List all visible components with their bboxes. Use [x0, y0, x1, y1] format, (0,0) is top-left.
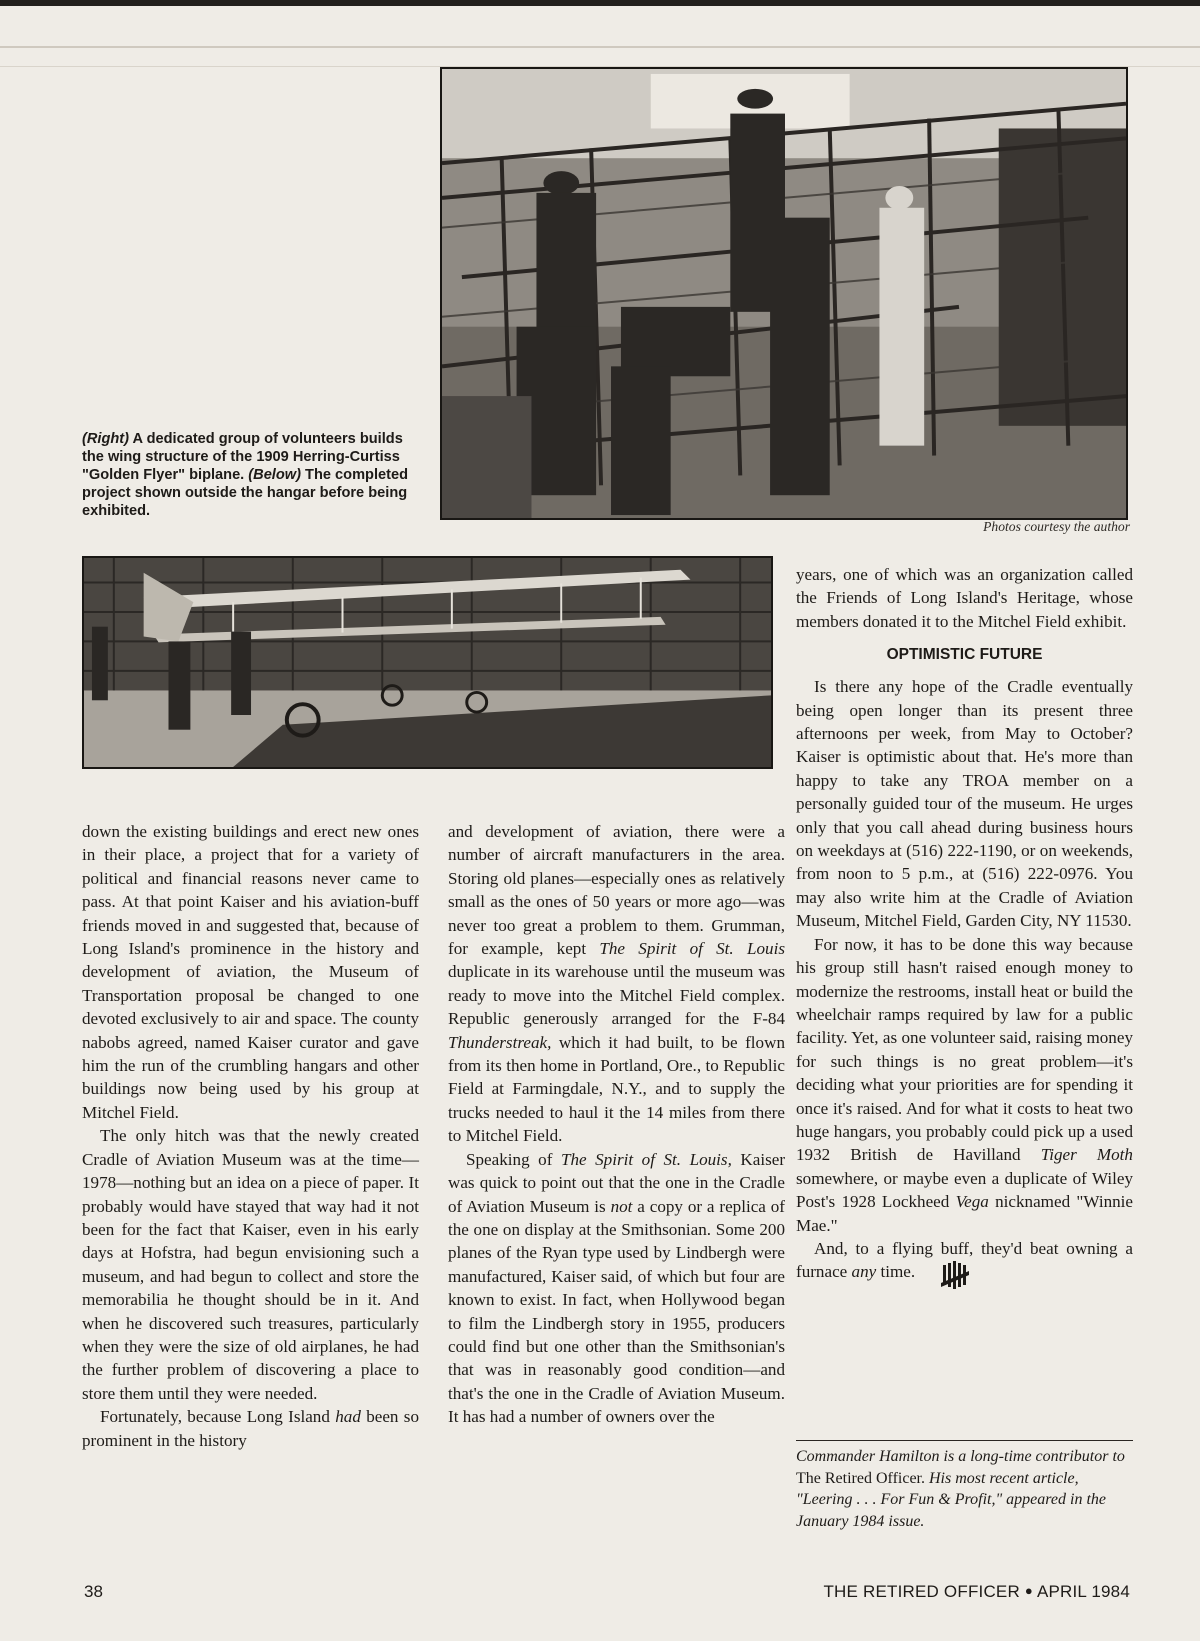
- col3-p3-text-a: For now, it has to be done this way because his group still hasn't raised enough money to modernize the restrooms, install heat or build the wheelchair ramps required by law for a public facility. Yet, as one volunteer said, raising money for such things is no great problem—it's deciding what your priorities are for spending it once it's raised. And for what it costs to heat two huge hangars, you probably could pick up a used 1932 British de Havilland: [796, 934, 1133, 1165]
- col2-p2-title-spirit: The Spirit of St. Louis,: [560, 1149, 732, 1169]
- col3-p4-text-a: And, to a flying buff, they'd beat owning a furnace: [796, 1238, 1133, 1282]
- col2-p1-title-thunderstreak: Thunderstreak,: [448, 1032, 552, 1052]
- photo-caption: [82, 430, 417, 520]
- col2-p2-text-b: Kaiser was quick to point out that the one in the Cradle of Aviation Museum is: [448, 1149, 786, 1216]
- caption-below-text: The completed project shown outside the hangar before being exhibited.: [82, 467, 409, 519]
- col2-p1-text-a: and development of aviation, there were a number of aircraft manufacturers in the area. Storing old planes—especially ones as relatively small as the ones of 50 years or more ago—was never too great a problem to them. Grumman, for example, kept: [448, 822, 785, 959]
- col1-p3-emphasis: had: [335, 1407, 361, 1427]
- col3-paragraph-3: [796, 933, 1133, 1237]
- top-border: [0, 0, 1200, 6]
- col2-p2-emphasis-not: not: [610, 1196, 633, 1216]
- col1-p3-text-b: been so prominent in the history: [82, 1407, 419, 1450]
- col2-p1-text-b: duplicate in its warehouse until the museum was ready to move into the Mitchel Field complex. Republic generously arranged for the F-84: [448, 962, 785, 1029]
- caption-right-text: A dedicated group of volunteers builds the wing structure of the 1909 Herring-Curtiss "Golden Flyer" biplane.: [82, 431, 403, 483]
- bio-publication: The Retired Officer.: [796, 1469, 925, 1487]
- col3-p3-text-b: somewhere, or maybe even a duplicate of Wiley Post's 1928 Lockheed: [796, 1168, 1133, 1212]
- footer-issue: APRIL 1984: [1036, 1582, 1130, 1601]
- col2-p1-text-c: which it had built, to be flown from its then home in Portland, Ore., to Republic Field at Farmingdale, N.Y., and to supply the trucks needed to haul it the 14 miles from there to Mitchel Field.: [448, 1032, 785, 1146]
- col1-paragraph-1: down the existing buildings and erect new ones in their place, a project that for a variety of political and financial reasons never came to pass. At that point Kaiser and his aviation-buff friends moved in and suggested that, because of Long Island's prominence in the history and development of aviation, the Museum of Transportation proposal be changed to one devoted exclusively to air and space. The county nabobs agreed, named Kaiser curator and gave him the run of the crumbling hangars and other buildings now being used by his group at Mitchel Field.: [82, 822, 419, 1122]
- caption-right-tag: (Right): [82, 431, 130, 447]
- col2-paragraph-1: [448, 820, 785, 1148]
- col3-paragraph-2: Is there any hope of the Cradle eventually being open longer than its present three afternoons per week, from May to October? Kaiser is optimistic about that. He's more than happy to take any TROA member on a personally guided tour of the museum. He urges only that you call ahead during business hours on weekdays at (516) 222-1190, or on weekends, from noon to 5 p.m., at (516) 222-0976. You may also write him at the Cradle of Aviation Museum, Mitchel Field, Garden City, NY 11530.: [796, 677, 1133, 931]
- col3-p3-vega: Vega: [955, 1192, 989, 1212]
- col3-p4-emphasis: any: [851, 1262, 877, 1282]
- col3-p3-tiger-moth: Tiger Moth: [1040, 1145, 1133, 1165]
- end-mark-icon: [923, 1261, 969, 1297]
- article-column-3: [796, 563, 1133, 1298]
- bio-text-c: appeared in the January 1984 issue.: [796, 1491, 1106, 1530]
- photo-completed-biplane: [82, 556, 773, 769]
- photo-credit: Photos courtesy the author: [983, 519, 1130, 534]
- caption-below-tag: (Below): [248, 467, 301, 483]
- photo-biplane-image: [84, 558, 771, 767]
- bio-article-title: "Leering . . . For Fun & Profit,": [796, 1491, 1003, 1508]
- author-bio: [796, 1446, 1133, 1532]
- col1-paragraph-3: [82, 1405, 419, 1452]
- header-rule: [0, 46, 1200, 48]
- article-column-1: [82, 820, 419, 1452]
- bio-divider: [796, 1440, 1133, 1441]
- running-footer: [823, 1582, 1130, 1602]
- bio-text-b: His most recent article,: [924, 1469, 1079, 1487]
- col3-paragraph-4: [796, 1237, 1133, 1298]
- col3-p3-text-c: nicknamed "Winnie Mae.": [796, 1192, 1133, 1235]
- photo-volunteers-image: [442, 69, 1126, 518]
- page-number: 38: [84, 1582, 103, 1601]
- col2-p2-text-c: a copy or a replica of the one on display at the Smithsonian. Some 200 planes of the Ryan type used by Lindbergh were manufactured, Kaiser said, of which but four are known to exist. In fact, when Hollywood began to film the Lindbergh story in 1955, producers could find but one other than the Smithsonian's that was in reasonably good condition—and that's the one in the Cradle of Aviation Museum. It has had a number of owners over the: [448, 1196, 785, 1427]
- col1-paragraph-2: The only hitch was that the newly created Cradle of Aviation Museum was at the time—1978—nothing but an idea on a piece of paper. It probably would have stayed that way had it not been for the fact that Kaiser, even in his early days at Hofstra, had begun envisioning such a museum, and had begun to collect and store the memorabilia he thought should be in it. And when he discovered such treasures, particularly when they were the size of old airplanes, he had the further problem of discovering a place to store them until they were needed.: [82, 1126, 419, 1403]
- col3-paragraph-1: years, one of which was an organization called the Friends of Long Island's Heritage, whose members donated it to the Mitchel Field exhibit.: [796, 565, 1133, 631]
- footer-publication: THE RETIRED OFFICER: [823, 1582, 1020, 1601]
- section-heading: OPTIMISTIC FUTURE: [886, 646, 1043, 664]
- col3-p4-text-b: time.: [876, 1262, 916, 1282]
- bio-text-a: Commander Hamilton is a long-time contributor to: [796, 1448, 1125, 1465]
- col1-p3-text-a: Fortunately, because Long Island: [100, 1407, 336, 1427]
- col2-p2-text-a: Speaking of: [466, 1149, 561, 1169]
- col2-paragraph-2: [448, 1148, 785, 1429]
- photo-volunteers-building-wing: [440, 67, 1128, 520]
- article-column-2: [448, 820, 785, 1429]
- col2-p1-title-spirit: The Spirit of St. Louis: [599, 939, 785, 959]
- footer-bullet: ●: [1024, 1583, 1033, 1598]
